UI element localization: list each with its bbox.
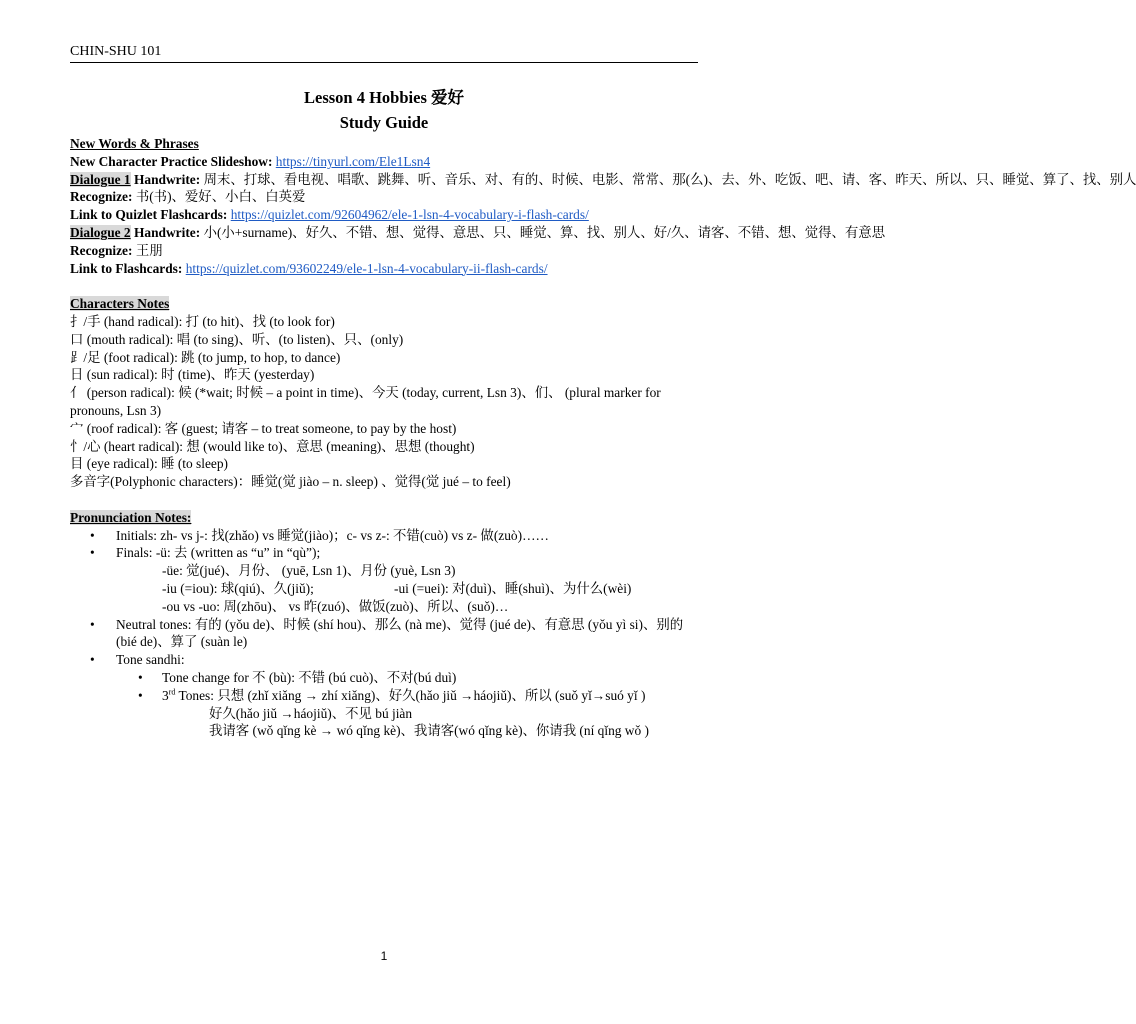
dialogue1-recognize-list: 书(书)、爱好、小白、白英爱 bbox=[135, 189, 306, 205]
recognize-label-2: Recognize: bbox=[70, 242, 133, 258]
page-number: 1 bbox=[380, 949, 388, 963]
finals-label: Finals: bbox=[116, 545, 153, 561]
dialogue2-handwrite-label: Handwrite: bbox=[134, 224, 201, 240]
dialogue2-handwrite-list: 小(小+surname)、好久、不错、想、觉得、意思、只、睡觉、算、找、别人、好/久、请客、不错、想、觉得、有意思 bbox=[203, 224, 886, 240]
dialogue1-handwrite-list: 周末、打球、看电视、唱歌、跳舞、听、音乐、对、有的、时候、电影、常常、那(么)、去、外、吃饭、吧、请、客、昨天、所以、只、睡觉、算了、找、别人 bbox=[203, 171, 1136, 187]
title-block bbox=[70, 86, 698, 136]
char-note: ⻊/足 (foot radical): 跳 (to jump, to hop, to dance) bbox=[70, 349, 341, 365]
char-note: 宀 (roof radical): 客 (guest; 请客 – to treat someone, to pay by the host) bbox=[70, 420, 457, 436]
dialogue1-label: Dialogue 1 bbox=[70, 171, 131, 187]
quizlet1-label: Link to Quizlet Flashcards: bbox=[70, 207, 228, 223]
third-tones-text: Tones: 只想 (zhǐ xiǎng → zhí xiǎng)、好久(hǎo jiǔ →háojiǔ)、所以 (suǒ yǐ→suó yǐ ) bbox=[175, 687, 646, 703]
content bbox=[70, 135, 1136, 740]
pronunciation-heading: Pronunciation Notes: bbox=[70, 509, 192, 525]
char-note: 口 (mouth radical): 唱 (to sing)、听、(to listen)、只、(only) bbox=[70, 331, 404, 347]
study-guide-title: Study Guide bbox=[339, 113, 429, 132]
quizlet1-link[interactable]: https://quizlet.com/92604962/ele-1-lsn-4-vocabulary-i-flash-cards/ bbox=[230, 207, 589, 223]
flashcards2-line bbox=[70, 260, 698, 278]
new-words-heading: New Words & Phrases bbox=[70, 136, 199, 151]
tone-sandhi-bullet: • Tone sandhi: bbox=[70, 651, 698, 669]
flashcards2-label: Link to Flashcards: bbox=[70, 260, 183, 276]
course-header: CHIN-SHU 101 bbox=[70, 43, 698, 63]
finals-ui: -ui (=uei): 对(duì)、睡(shuì)、为什么(wèi) bbox=[394, 580, 632, 596]
third-sup: rd bbox=[168, 687, 176, 697]
recognize-label: Recognize: bbox=[70, 189, 133, 205]
char-note: 多音字(Polyphonic characters)：睡觉(觉 jiào – n. sleep) 、觉得(觉 jué – to feel) bbox=[70, 474, 511, 490]
dialogue2-recognize-line bbox=[70, 242, 698, 260]
dialogue1-handwrite-label: Handwrite: bbox=[134, 171, 201, 187]
lesson-title: Lesson 4 Hobbies 爱好 bbox=[304, 88, 464, 107]
third-tones-line2: 好久(hǎo jiǔ →háojiǔ)、不见 bú jiàn bbox=[209, 705, 413, 721]
third-tones-line3: 我请客 (wǒ qǐng kè → wó qǐng kè)、我请客(wó qǐng kè)、你请我 (ní qǐng wǒ ) bbox=[209, 723, 649, 739]
dialogue2-recognize-list: 王朋 bbox=[135, 242, 163, 258]
dialogue2-handwrite-line bbox=[70, 224, 886, 242]
finals-ue: -üe: 觉(jué)、月份、 (yuē, Lsn 1)、月份 (yuè, Lsn 3) bbox=[162, 563, 456, 579]
slideshow-link[interactable]: https://tinyurl.com/Ele1Lsn4 bbox=[275, 153, 431, 169]
char-note: 忄/心 (heart radical): 想 (would like to)、意思 (meaning)、思想 (thought) bbox=[70, 438, 475, 454]
dialogue1-recognize-line bbox=[70, 188, 698, 206]
dialogue1-handwrite-line bbox=[70, 171, 1136, 189]
initials-bullet: • Initials: zh- vs j-: 找(zhǎo) vs 睡觉(jiào)；c- vs z-: 不错(cuò) vs z- 做(zuò)…… bbox=[70, 527, 698, 545]
slideshow-line bbox=[70, 153, 698, 171]
char-note: 日 (sun radical): 时 (time)、昨天 (yesterday) bbox=[70, 367, 315, 383]
char-note: 扌/手 (hand radical): 打 (to hit)、找 (to look for) bbox=[70, 313, 335, 329]
finals-u: -ü: 去 (written as “u” in “qù”); bbox=[155, 545, 321, 561]
char-note: 亻 (person radical): 候 (*wait; 时候 – a point in time)、今天 (today, current, Lsn 3)、们、 (plural marker for pronouns, Lsn 3) bbox=[70, 385, 661, 418]
flashcards2-link[interactable]: https://quizlet.com/93602249/ele-1-lsn-4-vocabulary-ii-flash-cards/ bbox=[185, 260, 548, 276]
dialogue2-label: Dialogue 2 bbox=[70, 224, 131, 240]
char-note: 目 (eye radical): 睡 (to sleep) bbox=[70, 456, 229, 472]
neutral-tones-bullet: • Neutral tones: 有的 (yǒu de)、时候 (shí hou)、那么 (nà me)、觉得 (jué de)、有意思 (yǒu yì si)、别的 (bié de)、算了 (suàn le) bbox=[70, 616, 698, 652]
third-tones-bullet bbox=[70, 687, 698, 705]
finals-ou: -ou vs -uo: 周(zhōu)、 vs 昨(zuó)、做饭(zuò)、所以、(suǒ)… bbox=[162, 598, 509, 614]
characters-heading: Characters Notes bbox=[70, 296, 170, 312]
slideshow-label: New Character Practice Slideshow: bbox=[70, 153, 273, 169]
quizlet1-line bbox=[70, 206, 698, 224]
finals-iu: -iu (=iou): 球(qiú)、久(jiǔ); bbox=[162, 580, 314, 596]
tone-bu-bullet: • Tone change for 不 (bù): 不错 (bú cuò)、不对(bú duì) bbox=[70, 669, 698, 687]
finals-bullet bbox=[70, 544, 698, 562]
finals-iu-ui bbox=[70, 580, 698, 598]
third-label: 3 bbox=[162, 687, 169, 703]
